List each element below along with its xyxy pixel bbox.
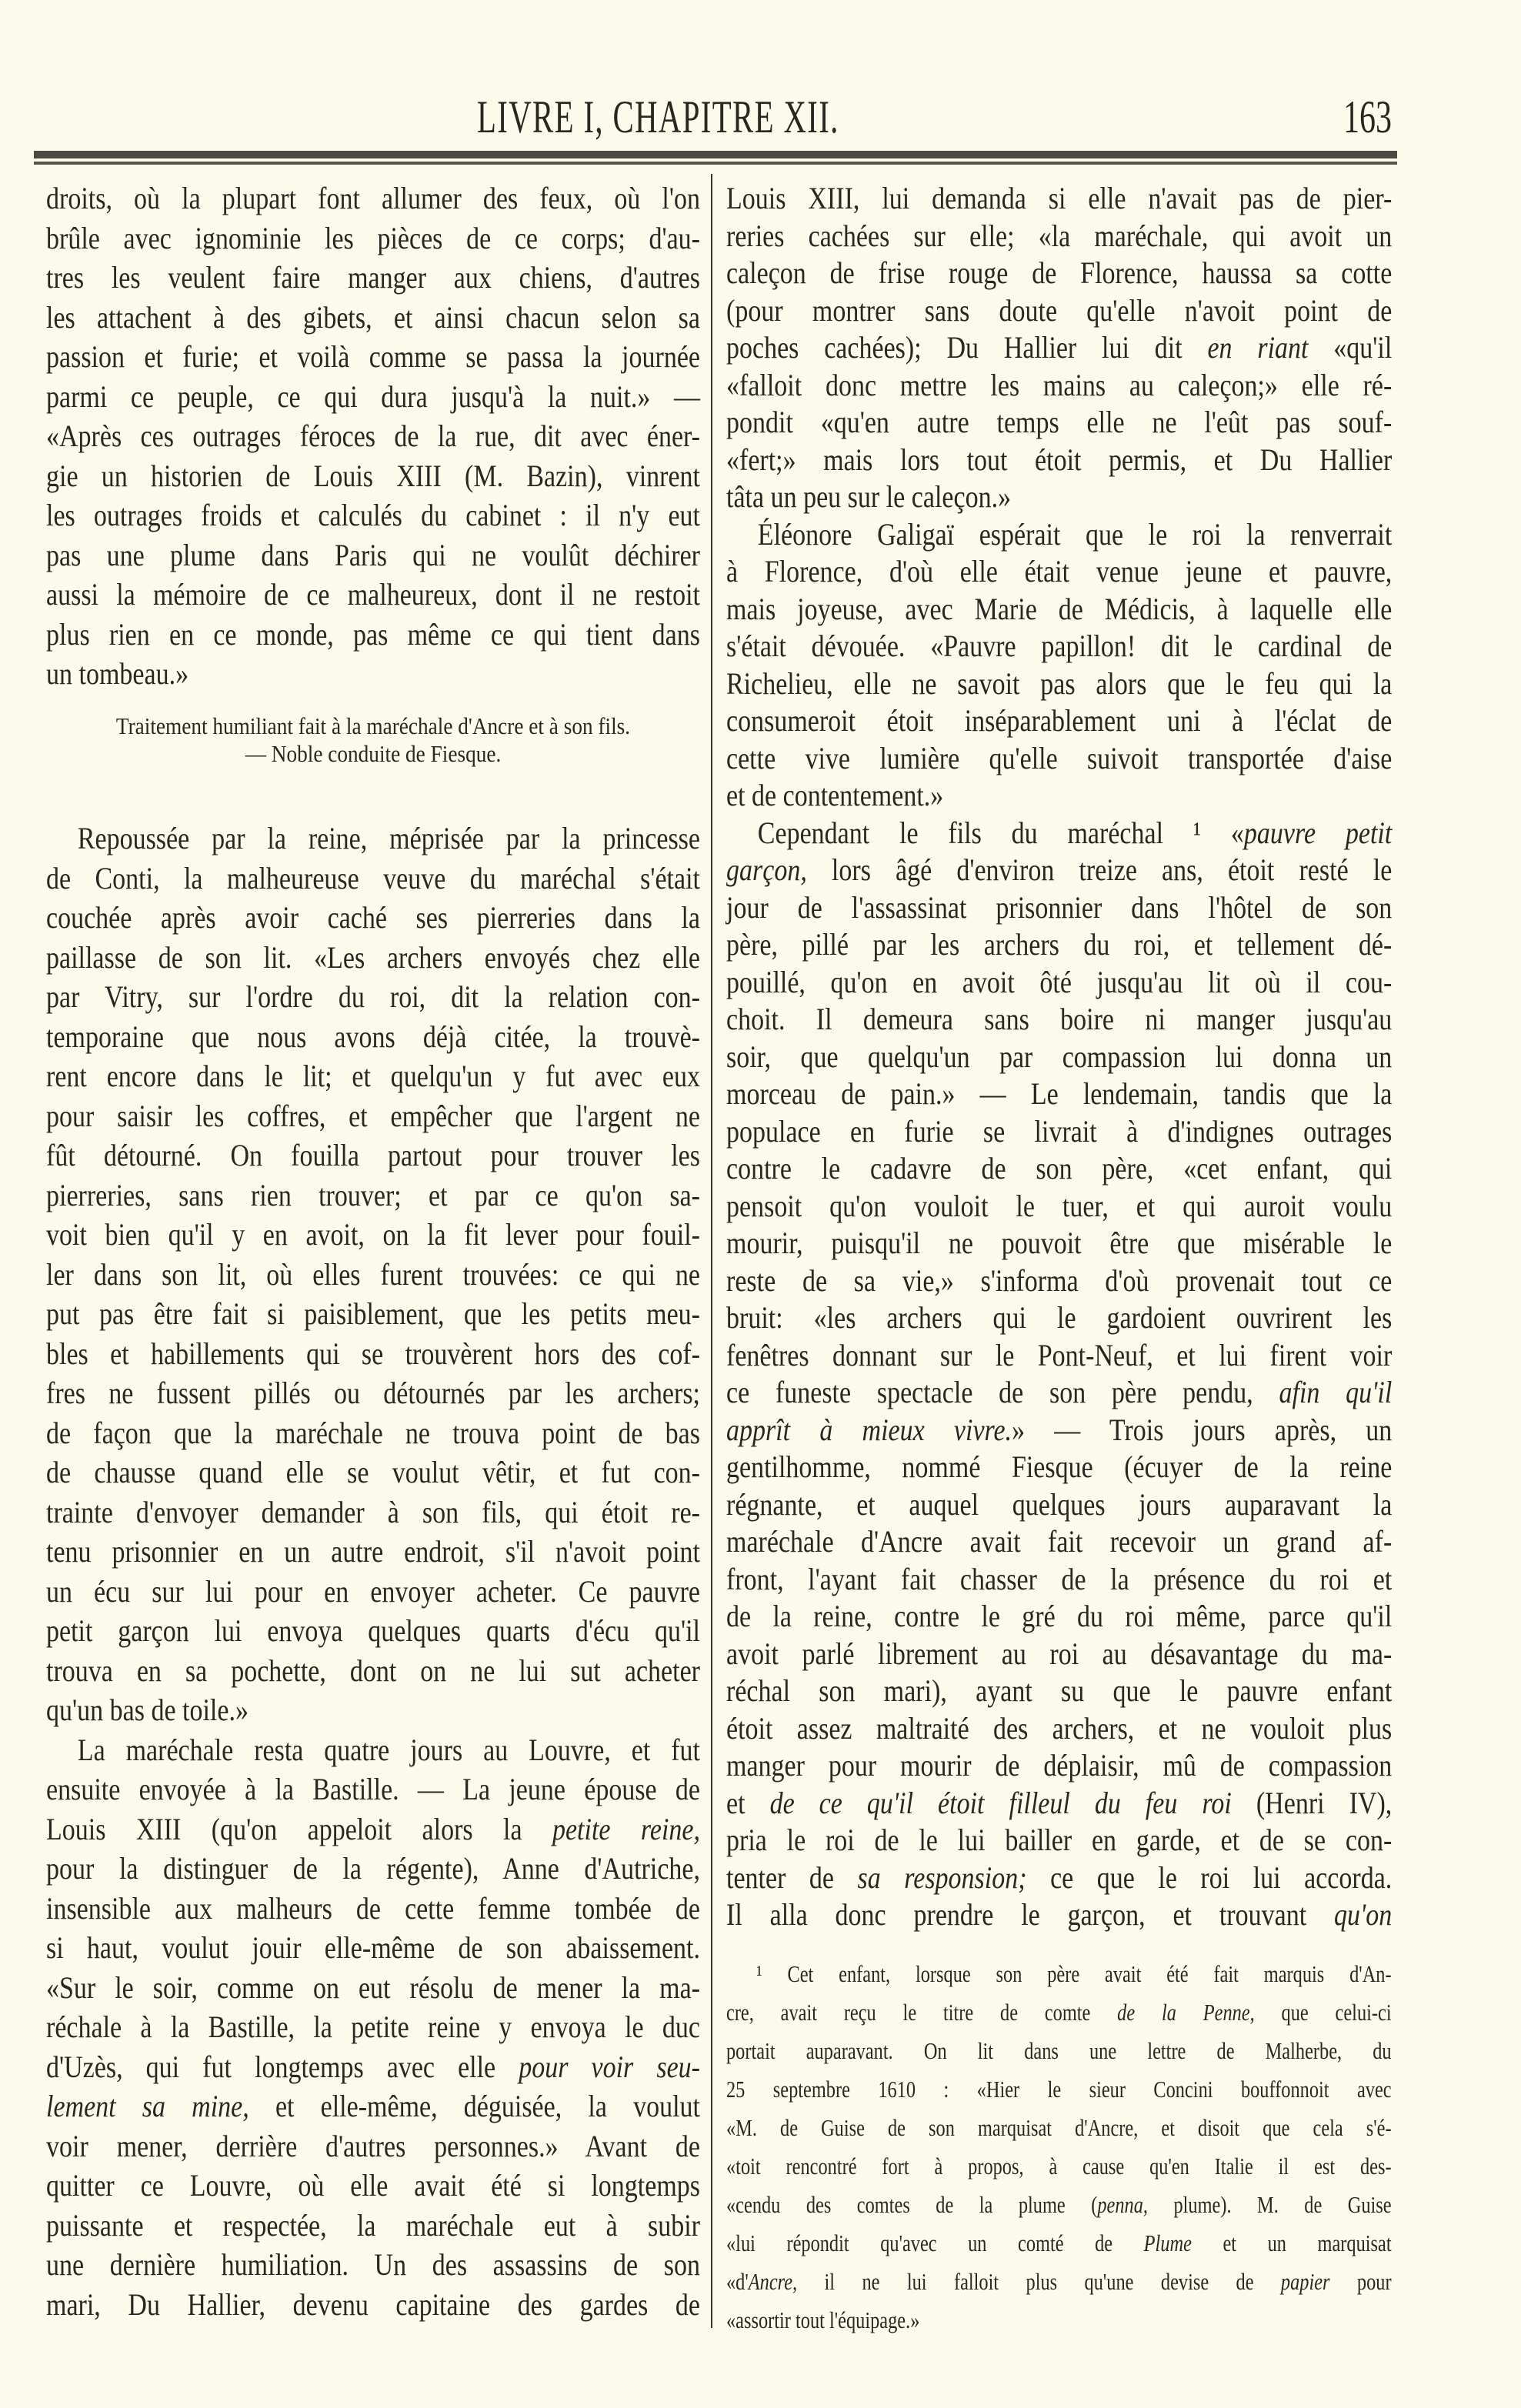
- text-segment: étoit assez maltraité des archers, et ne vouloit plus: [726, 1710, 1393, 1746]
- text-line: [726, 1412, 1509, 1449]
- text-line: [46, 1968, 816, 2008]
- text-segment: Richelieu, elle ne savoit pas alors que le feu qui la: [726, 665, 1393, 701]
- text-line: [46, 938, 816, 978]
- text-line: [46, 1532, 816, 1572]
- text-segment: Louis XIII, lui demanda si elle n'avait pas de pier-: [726, 181, 1393, 215]
- italic-text: petite reine,: [552, 1811, 700, 1846]
- text-line: [726, 1262, 1509, 1300]
- text-segment: avoit parlé librement au roi au désavantage du ma-: [726, 1636, 1393, 1671]
- text-segment: pria le roi de le lui bailler en garde, et de se con-: [726, 1823, 1393, 1857]
- text-segment: ¹ Cet enfant, lorsque son père avait été fait marquis d'An-: [756, 1960, 1392, 1987]
- text-segment: les outrages froids et calculés du cabinet : il n'y eut: [46, 498, 700, 532]
- text-segment: «cendu des comtes de la plume (: [726, 2191, 1098, 2218]
- paragraph: [726, 180, 1509, 516]
- italic-text: apprît à mieux vivre.: [726, 1412, 1012, 1447]
- text-line: [726, 479, 1509, 516]
- italic-text: sa responsion;: [857, 1859, 1027, 1895]
- footnote: [726, 1955, 1521, 2340]
- text-line: [46, 218, 816, 258]
- text-segment: fût détourné. On fouilla partout pour trouver les: [46, 1138, 700, 1172]
- text-segment: puissante et respectée, la maréchale eut à subir: [46, 2207, 700, 2243]
- left-column-bottom: [46, 819, 816, 2324]
- text-segment: «assortir tout l'équipage.»: [726, 2306, 920, 2333]
- text-segment: ce que le roi lui accorda.: [1026, 1859, 1393, 1895]
- text-line: [726, 665, 1509, 703]
- text-segment: réchale à la Bastille, la petite reine y envoya le duc: [46, 2009, 700, 2044]
- text-segment: «falloit donc mettre les mains au caleçon;» elle ré-: [726, 367, 1393, 402]
- text-segment: Il alla donc prendre le garçon, et trouvant: [726, 1897, 1335, 1932]
- text-segment: trainte d'envoyer demander à son fils, qui étoit re-: [46, 1494, 700, 1529]
- text-segment: soir, que quelqu'un par compassion lui donna un: [726, 1039, 1393, 1074]
- text-line: [46, 495, 816, 535]
- text-line: [46, 2285, 816, 2325]
- text-line: [46, 1572, 816, 1612]
- text-segment: parmi ce peuple, ce qui dura jusqu'à la nuit.» —: [46, 379, 700, 414]
- text-segment: régnante, et auquel quelques jours auparavant la: [726, 1486, 1393, 1522]
- text-line: [726, 2224, 1521, 2263]
- text-segment: qu'un bas de toile.»: [46, 1693, 248, 1727]
- text-line: [726, 329, 1509, 367]
- text-line: [46, 1889, 816, 1929]
- text-line: [726, 777, 1509, 815]
- text-segment: pierreries, sans rien trouver; et par ce qu'on sa-: [46, 1177, 700, 1212]
- text-segment: fenêtres donnant sur le Pont-Neuf, et lui firent voir: [726, 1337, 1393, 1372]
- text-segment: bles et habillements qui se trouvèrent hors des cof-: [46, 1336, 700, 1371]
- text-line: [726, 180, 1509, 218]
- text-segment: tâta un peu sur le caleçon.»: [726, 479, 1012, 514]
- text-segment: tenter de: [726, 1859, 858, 1895]
- text-segment: plume). M. de Guise: [1147, 2191, 1392, 2218]
- text-segment: pour la distinguer de la régente), Anne d'Autriche,: [46, 1851, 700, 1886]
- text-line: [726, 1299, 1509, 1337]
- text-line: [726, 1710, 1509, 1748]
- text-line: [46, 1017, 816, 1057]
- italic-text: garçon,: [726, 852, 807, 887]
- text-line: [46, 1056, 816, 1096]
- text-line: [726, 1896, 1509, 1934]
- running-head: [0, 86, 1521, 148]
- text-line: [46, 1452, 816, 1492]
- text-segment: par Vitry, sur l'ordre du roi, dit la relation con-: [46, 979, 700, 1014]
- text-line: [726, 404, 1509, 442]
- text-line: [46, 654, 816, 694]
- paragraph: [46, 1730, 816, 2325]
- text-line: [726, 964, 1509, 1002]
- text-segment: un tombeau.»: [46, 656, 189, 691]
- text-segment: mourir, puisqu'il ne pouvoit être que misérable le: [726, 1226, 1393, 1260]
- text-line: [726, 367, 1509, 405]
- text-segment: de chausse quand elle se voulut vêtir, et fut con-: [46, 1455, 700, 1489]
- text-segment: Louis XIII (qu'on appeloit alors la: [46, 1811, 552, 1846]
- text-line: [46, 859, 816, 899]
- paragraph: [46, 819, 816, 1730]
- text-segment: et de contentement.»: [726, 778, 944, 812]
- text-line: [46, 819, 816, 859]
- text-line: [726, 2147, 1521, 2186]
- text-segment: que celui-ci: [1254, 1999, 1392, 2026]
- text-segment: caleçon de frise rouge de Florence, haussa sa cotte: [726, 255, 1393, 290]
- text-segment: » — Trois jours après, un: [1012, 1412, 1393, 1447]
- text-segment: «toit rencontré fort à propos, à cause qu'en Italie il est des-: [726, 2153, 1392, 2180]
- italic-text: papier: [1280, 2268, 1330, 2295]
- text-line: [726, 852, 1509, 889]
- text-line: [46, 535, 816, 575]
- header-double-rule: [34, 151, 1397, 168]
- text-line: [46, 2007, 816, 2047]
- text-line: [46, 2086, 816, 2126]
- text-line: [726, 1561, 1509, 1599]
- text-line: [726, 1993, 1521, 2032]
- text-segment: insensible aux malheurs de cette femme tombée de: [46, 1890, 700, 1926]
- italic-text: de ce qu'il étoit filleul du feu roi: [769, 1785, 1232, 1820]
- text-segment: si haut, voulut jouir elle-même de son abaissement.: [46, 1930, 700, 1965]
- text-line: [46, 1334, 816, 1374]
- text-line: [46, 898, 816, 938]
- paragraph: [726, 815, 1509, 1934]
- text-segment: père, pillé par les archers du roi, et tellement dé-: [726, 927, 1393, 962]
- text-line: [46, 1651, 816, 1691]
- text-line: [46, 1769, 816, 1809]
- text-segment: morceau de pain.» — Le lendemain, tandis que la: [726, 1076, 1393, 1111]
- text-line: [726, 553, 1509, 591]
- italic-text: lement sa mine,: [46, 2089, 249, 2123]
- text-line: [726, 2186, 1521, 2224]
- text-segment: réchal son mari), ayant su que le pauvre enfant: [726, 1673, 1393, 1708]
- text-segment: et: [726, 1785, 770, 1820]
- text-line: [726, 2109, 1521, 2147]
- text-line: [726, 1225, 1509, 1262]
- text-segment: (pour montrer sans doute qu'elle n'avoit point de: [726, 292, 1393, 328]
- text-line: [46, 298, 816, 338]
- text-segment: reries cachées sur elle; «la maréchale, qui avoit un: [726, 218, 1393, 253]
- text-line: [726, 1747, 1509, 1785]
- right-column: [726, 180, 1509, 1934]
- left-column-top: [46, 178, 816, 694]
- text-line: [46, 1730, 816, 1770]
- text-segment: Éléonore Galigaï espérait que le roi la renverrait: [757, 516, 1393, 552]
- text-line: [726, 889, 1509, 927]
- text-line: [46, 1294, 816, 1334]
- text-segment: voit bien qu'il y en avoit, on la fit lever pour fouil-: [46, 1217, 700, 1252]
- text-line: [726, 1150, 1509, 1188]
- text-segment: pouillé, qu'on en avoit ôté jusqu'au lit où il cou-: [726, 964, 1393, 999]
- text-line: [726, 628, 1509, 665]
- section-heading-line: — Noble conduite de Fiesque.: [245, 740, 502, 767]
- paragraph: [46, 178, 816, 694]
- text-segment: il ne lui falloit plus qu'une devise de: [797, 2268, 1281, 2295]
- text-line: [726, 1598, 1509, 1636]
- text-segment: une dernière humiliation. Un des assassins de son: [46, 2247, 700, 2282]
- text-segment: ler dans son lit, où elles furent trouvées: ce qui ne: [46, 1256, 700, 1292]
- text-line: [726, 1076, 1509, 1113]
- text-segment: «Après ces outrages féroces de la rue, dit avec éner-: [46, 419, 700, 453]
- text-segment: Cependant le fils du maréchal ¹ «: [757, 815, 1244, 850]
- text-segment: et un marquisat: [1191, 2230, 1392, 2256]
- text-line: [46, 1809, 816, 1849]
- text-line: [46, 1176, 816, 1216]
- italic-text: penna,: [1097, 2191, 1148, 2218]
- text-line: [726, 702, 1509, 740]
- text-line: [726, 292, 1509, 330]
- text-segment: poches cachées); Du Hallier lui dit: [726, 330, 1208, 365]
- text-line: [46, 2245, 816, 2285]
- text-segment: Repoussée par la reine, méprisée par la princesse: [77, 821, 701, 855]
- text-line: [726, 740, 1509, 778]
- text-line: [726, 926, 1509, 964]
- text-segment: populace en furie se livrait à d'indignes outrages: [726, 1113, 1393, 1149]
- text-line: [46, 1611, 816, 1651]
- text-line: [46, 1096, 816, 1136]
- text-segment: front, l'ayant fait chasser de la présence du roi et: [726, 1561, 1393, 1596]
- text-segment: aussi la mémoire de ce malheureux, dont il ne restoit: [46, 577, 700, 612]
- text-line: [726, 516, 1509, 554]
- text-segment: (Henri IV),: [1231, 1785, 1393, 1820]
- text-line: [726, 2263, 1521, 2301]
- text-line: [46, 258, 816, 298]
- text-segment: contre le cadavre de son père, «cet enfant, qui: [726, 1151, 1393, 1186]
- text-line: [46, 178, 816, 218]
- text-segment: de Conti, la malheureuse veuve du maréchal s'était: [46, 860, 700, 895]
- italic-text: de la Penne,: [1117, 1999, 1255, 2026]
- page-number: 163: [1343, 92, 1392, 142]
- text-line: [726, 1374, 1509, 1412]
- text-line: [726, 2070, 1521, 2109]
- text-line: [726, 1785, 1509, 1823]
- text-segment: lors âgé d'environ treize ans, étoit resté le: [806, 852, 1393, 887]
- text-segment: put pas être fait si paisiblement, que les petits meu-: [46, 1296, 700, 1331]
- text-line: [726, 1636, 1509, 1673]
- text-line: [46, 337, 816, 377]
- text-segment: «lui répondit qu'avec un comté de: [726, 2230, 1144, 2256]
- text-line: [726, 1039, 1509, 1076]
- text-line: [46, 2126, 816, 2166]
- text-segment: manger pour mourir de déplaisir, mû de compassion: [726, 1748, 1393, 1783]
- text-segment: mais joyeuse, avec Marie de Médicis, à laquelle elle: [726, 591, 1393, 626]
- text-segment: de la reine, contre le gré du roi même, parce qu'il: [726, 1599, 1393, 1633]
- text-segment: 25 septembre 1610 : «Hier le sieur Concini bouffonnoit avec: [726, 2076, 1392, 2103]
- text-segment: fres ne fussent pillés ou détournés par les archers;: [46, 1376, 700, 1410]
- section-heading: [46, 712, 700, 768]
- text-segment: pondit «qu'en autre temps elle ne l'eût pas souf-: [726, 405, 1393, 439]
- text-line: [726, 218, 1509, 255]
- italic-text: pauvre petit: [1243, 815, 1393, 850]
- text-segment: pour: [1329, 2268, 1392, 2295]
- text-segment: petit garçon lui envoya quelques quarts d'écu qu'il: [46, 1613, 700, 1648]
- text-line: [46, 977, 816, 1017]
- text-line: [46, 1373, 816, 1413]
- text-line: [46, 1690, 816, 1730]
- text-line: [46, 456, 816, 496]
- text-line: [46, 2206, 816, 2246]
- text-segment: maréchale d'Ancre avait fait recevoir un grand af-: [726, 1524, 1393, 1559]
- text-segment: un écu sur lui pour en envoyer acheter. Ce pauvre: [46, 1573, 700, 1609]
- text-line: [726, 1523, 1509, 1561]
- italic-text: Plume: [1143, 2230, 1192, 2256]
- text-line: [46, 1255, 816, 1295]
- text-line: [726, 1113, 1509, 1151]
- text-line: [726, 1822, 1509, 1859]
- text-segment: plus rien en ce monde, pas même ce qui tient dans: [46, 616, 700, 652]
- text-segment: paillasse de son lit. «Les archers envoyés chez elle: [46, 939, 700, 975]
- text-line: [46, 377, 816, 417]
- text-segment: «Sur le soir, comme on eut résolu de mener la ma-: [46, 1969, 700, 2005]
- text-line: [726, 1486, 1509, 1524]
- text-line: [726, 1859, 1509, 1897]
- text-line: [46, 2166, 816, 2206]
- text-line: [46, 1492, 816, 1533]
- italic-text: pour voir seu-: [519, 2049, 700, 2084]
- text-segment: La maréchale resta quatre jours au Louvre, et fut: [77, 1732, 701, 1767]
- italic-text: qu'on: [1334, 1897, 1393, 1932]
- text-segment: temporaine que nous avons déjà citée, la trouvè-: [46, 1019, 700, 1054]
- text-segment: tres les veulent faire manger aux chiens, d'autres: [46, 260, 700, 295]
- text-segment: ce funeste spectacle de son père pendu,: [726, 1375, 1279, 1409]
- section-heading-line: Traitement humiliant fait à la maréchale d'Ancre et à son fils.: [115, 712, 631, 739]
- text-segment: tenu prisonnier en un autre endroit, s'il n'avoit point: [46, 1534, 700, 1569]
- text-line: [46, 615, 816, 655]
- text-segment: brûle avec ignominie les pièces de ce corps; d'au-: [46, 220, 700, 255]
- text-segment: «M. de Guise de son marquisat d'Ancre, et disoit que cela s'é-: [726, 2114, 1392, 2141]
- italic-text: en riant: [1207, 330, 1309, 365]
- text-segment: passion et furie; et voilà comme se passa la journée: [46, 339, 700, 374]
- text-line: [726, 1673, 1509, 1710]
- text-line: [726, 1337, 1509, 1375]
- text-segment: droits, où la plupart font allumer des feux, où l'on: [46, 181, 700, 215]
- running-title: LIVRE I, CHAPITRE XII.: [477, 92, 839, 142]
- text-segment: mari, Du Hallier, devenu capitaine des gardes de: [46, 2286, 700, 2322]
- text-segment: pensoit qu'on vouloit le tuer, et qui auroit voulu: [726, 1188, 1393, 1223]
- italic-text: afin qu'il: [1279, 1375, 1393, 1409]
- text-segment: pas une plume dans Paris qui ne voulût déchirer: [46, 537, 700, 572]
- text-line: [726, 2032, 1521, 2070]
- text-segment: bruit: «les archers qui le gardoient ouvrirent les: [726, 1300, 1393, 1335]
- text-line: [46, 1928, 816, 1968]
- text-segment: rent encore dans le lit; et quelqu'un y fut avec eux: [46, 1059, 700, 1093]
- text-line: [726, 815, 1509, 852]
- text-segment: couchée après avoir caché ses pierreries dans la: [46, 900, 700, 935]
- text-segment: reste de sa vie,» s'informa d'où provenait tout ce: [726, 1262, 1393, 1298]
- text-line: [46, 1136, 816, 1176]
- italic-text: Ancre,: [748, 2268, 798, 2295]
- rule-thin: [34, 162, 1397, 165]
- text-segment: cette vive lumière qu'elle suivoit transportée d'aise: [726, 740, 1393, 775]
- text-segment: voir mener, derrière d'autres personnes.» Avant de: [46, 2128, 700, 2163]
- text-line: [726, 442, 1509, 479]
- text-segment: les attachent à des gibets, et ainsi chacun selon sa: [46, 299, 700, 335]
- text-line: [46, 575, 816, 615]
- paragraph: [726, 1955, 1521, 2340]
- text-segment: à Florence, d'où elle était venue jeune et pauvre,: [726, 554, 1393, 589]
- rule-thick: [34, 151, 1397, 158]
- text-segment: jour de l'assassinat prisonnier dans l'hôtel de son: [726, 889, 1393, 925]
- text-line: [46, 1215, 816, 1255]
- text-line: [726, 1001, 1509, 1039]
- text-segment: pour saisir les coffres, et empêcher que l'argent ne: [46, 1098, 700, 1133]
- text-line: [726, 1955, 1521, 1993]
- text-line: [726, 591, 1509, 629]
- text-segment: «d': [726, 2268, 749, 2295]
- text-segment: «fert;» mais lors tout étoit permis, et Du Hallier: [726, 442, 1393, 477]
- text-segment: gie un historien de Louis XIII (M. Bazin), vinrent: [46, 458, 700, 493]
- text-segment: gentilhomme, nommé Fiesque (écuyer de la reine: [726, 1449, 1393, 1484]
- text-segment: portait auparavant. On lit dans une lettre de Malherbe, du: [726, 2037, 1392, 2064]
- text-segment: ensuite envoyée à la Bastille. — La jeune épouse de: [46, 1772, 700, 1806]
- paragraph: [726, 516, 1509, 815]
- text-line: [726, 255, 1509, 292]
- text-line: [726, 1449, 1509, 1486]
- text-segment: et elle-même, déguisée, la voulut: [248, 2089, 700, 2123]
- text-segment: s'était dévouée. «Pauvre papillon! dit le cardinal de: [726, 629, 1393, 663]
- text-segment: de façon que la maréchale ne trouva point de bas: [46, 1415, 700, 1450]
- text-line: [726, 1188, 1509, 1226]
- text-segment: choit. Il demeura sans boire ni manger jusqu'au: [726, 1002, 1393, 1036]
- text-segment: consumeroit étoit inséparablement uni à l'éclat de: [726, 703, 1393, 738]
- text-line: [46, 2047, 816, 2087]
- text-line: [46, 1413, 816, 1453]
- text-line: [46, 1849, 816, 1889]
- text-segment: cre, avait reçu le titre de comte: [726, 1999, 1118, 2026]
- text-segment: d'Uzès, qui fut longtemps avec elle: [46, 2049, 519, 2084]
- text-line: [46, 416, 816, 456]
- text-segment: quitter ce Louvre, où elle avait été si longtemps: [46, 2168, 700, 2203]
- text-segment: «qu'il: [1308, 330, 1393, 365]
- text-line: [726, 2301, 1521, 2340]
- text-segment: trouva en sa pochette, dont on ne lui sut acheter: [46, 1653, 700, 1688]
